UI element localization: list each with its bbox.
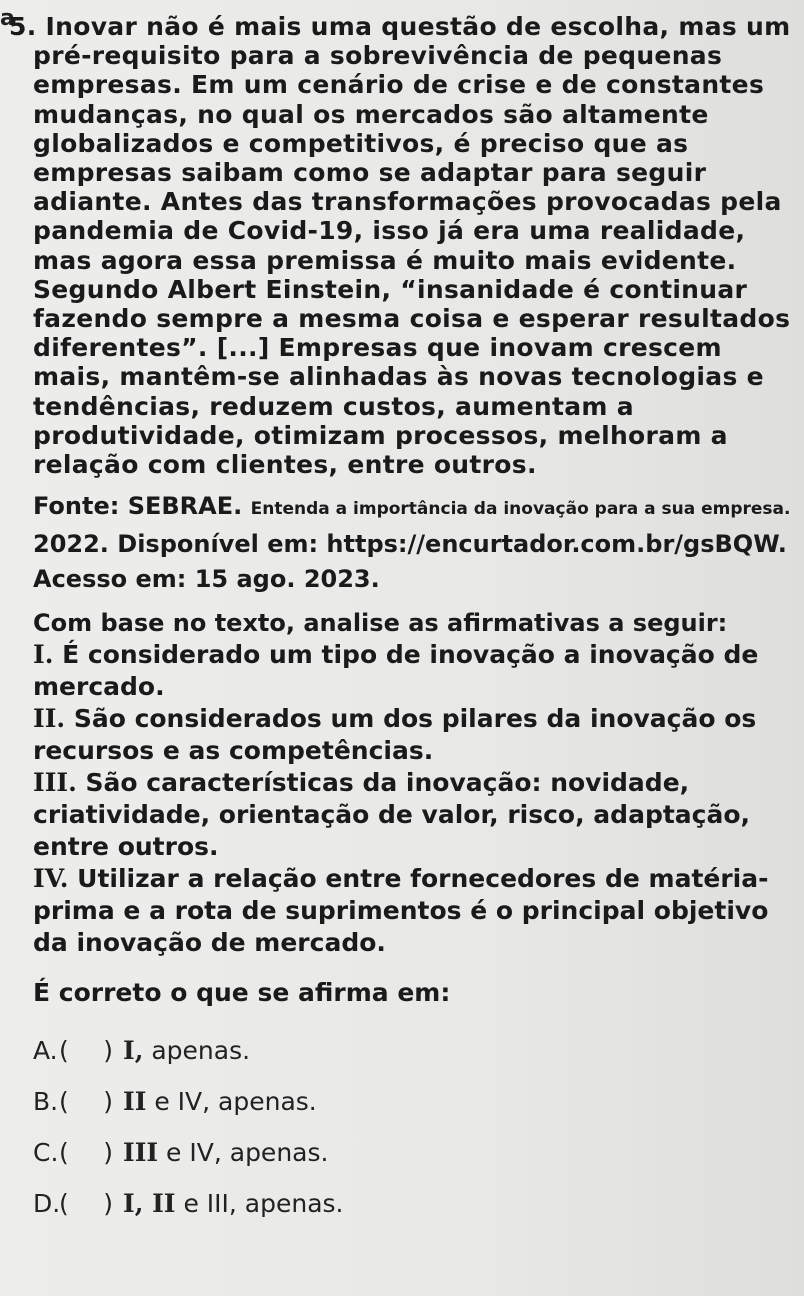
statement-text: Utilizar a relação entre fornecedores de matéria-prima e a rota de suprimentos é o principal objetivo da inovação de mercado. bbox=[33, 864, 769, 958]
checkbox-open-paren: ( bbox=[59, 1087, 69, 1117]
checkbox-close-paren: ) bbox=[103, 1189, 113, 1219]
option-checkbox[interactable] bbox=[59, 1086, 113, 1118]
answer-option-b[interactable] bbox=[33, 1086, 793, 1118]
checkbox-open-paren: ( bbox=[59, 1138, 69, 1168]
option-text: e III, apenas. bbox=[183, 1189, 344, 1219]
answer-prompt: É correto o que se afirma em: bbox=[33, 978, 451, 1008]
option-checkbox[interactable] bbox=[59, 1035, 113, 1067]
checkbox-open-paren: ( bbox=[59, 1036, 69, 1066]
question-text bbox=[9, 12, 793, 480]
option-roman: II bbox=[123, 1087, 147, 1117]
statement-text: São considerados um dos pilares da inovação os recursos e as competências. bbox=[33, 704, 757, 766]
checkbox-close-paren: ) bbox=[103, 1087, 113, 1117]
option-letter: C. bbox=[33, 1138, 59, 1168]
checkbox-open-paren: ( bbox=[59, 1189, 69, 1219]
option-checkbox[interactable] bbox=[59, 1137, 113, 1169]
option-roman: I, II bbox=[123, 1189, 176, 1219]
statements-list bbox=[33, 639, 793, 959]
source-details: 2022. Disponível em: https://encurtador.com.br/gsBQW. Acesso em: 15 ago. 2023. bbox=[33, 530, 787, 594]
checkbox-close-paren: ) bbox=[103, 1138, 113, 1168]
answer-option-d[interactable] bbox=[33, 1188, 793, 1220]
statement-text: São características da inovação: novidade, criatividade, orientação de valor, risco, adaptação, entre outros. bbox=[33, 768, 751, 862]
option-text: e IV, apenas. bbox=[154, 1087, 317, 1117]
margin-fragment: a bbox=[0, 6, 15, 31]
option-roman: III bbox=[123, 1138, 159, 1168]
answer-option-c[interactable] bbox=[33, 1137, 793, 1169]
instruction-text: Com base no texto, analise as afirmativas a seguir: bbox=[33, 609, 728, 638]
question-body: Inovar não é mais uma questão de escolha, mas um pré-requisito para a sobrevivência de pequenas empresas. Em um cenário de crise e de constantes mudanças, no qual os mercados são altamente globalizados e competitivos, é preciso que as empresas saibam como se adaptar para seguir adiante. Antes das transformações provocadas pela pandemia de Covid-19, isso já era uma realidade, mas agora essa premissa é muito mais evidente. Segundo Albert Einstein, “insanidade é continuar fazendo sempre a mesma coisa e esperar resultados diferentes”. [...] Empresas que inovam crescem mais, mantêm-se alinhadas às novas tecnologias e tendências, reduzem custos, aumentam a produtividade, otimizam processos, melhoram a relação com clientes, entre outros. bbox=[33, 12, 791, 480]
option-checkbox[interactable] bbox=[59, 1188, 113, 1220]
statement-item bbox=[33, 639, 793, 703]
checkbox-close-paren: ) bbox=[103, 1036, 113, 1066]
source-citation bbox=[33, 489, 793, 597]
option-letter: A. bbox=[33, 1036, 58, 1066]
option-text: apenas. bbox=[151, 1036, 251, 1066]
statement-text: É considerado um tipo de inovação a inovação de mercado. bbox=[33, 640, 759, 702]
source-title: Entenda a importância da inovação para a sua empresa. bbox=[250, 499, 791, 520]
question-number: 5. bbox=[9, 12, 37, 41]
statement-item bbox=[33, 863, 793, 959]
answer-option-a[interactable] bbox=[33, 1035, 793, 1067]
option-roman: I, bbox=[123, 1036, 144, 1066]
statement-item bbox=[33, 703, 793, 767]
option-text: e IV, apenas. bbox=[166, 1138, 329, 1168]
statement-roman: II. bbox=[33, 704, 66, 734]
statement-roman: III. bbox=[33, 768, 77, 798]
answer-options bbox=[33, 1035, 793, 1220]
statement-item bbox=[33, 767, 793, 863]
option-letter: B. bbox=[33, 1087, 59, 1117]
option-letter: D. bbox=[33, 1189, 61, 1219]
statement-roman: IV. bbox=[33, 864, 69, 894]
source-label: Fonte: SEBRAE. bbox=[33, 492, 243, 521]
statement-roman: I. bbox=[33, 640, 54, 670]
question-block bbox=[9, 12, 793, 1239]
